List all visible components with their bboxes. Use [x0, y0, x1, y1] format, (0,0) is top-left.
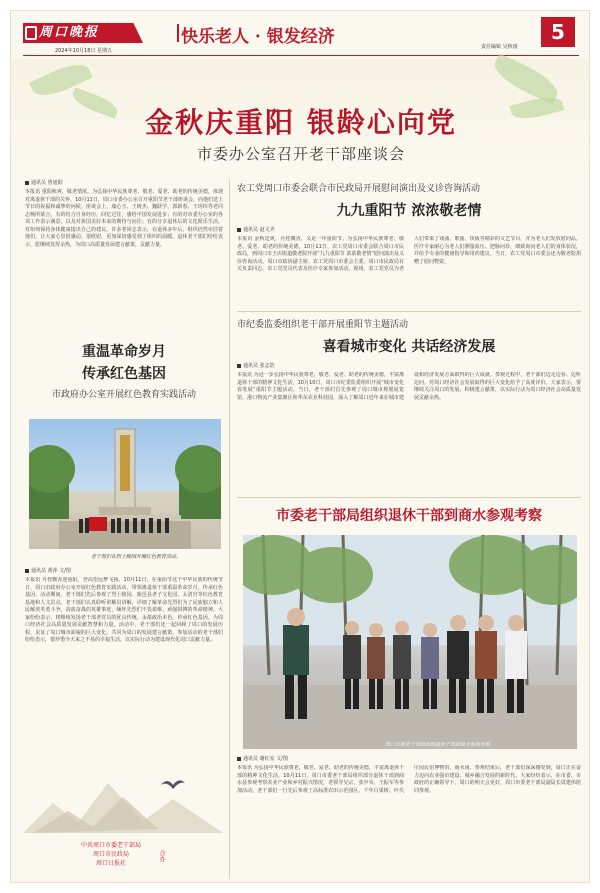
issue-date: 2024年10月18日 星期五 [55, 48, 113, 54]
article-kicker: 市纪委监委组织老干部开展重阳节主题活动 [237, 320, 409, 330]
header-rule [23, 55, 579, 56]
article-retired-cadres-forum [25, 179, 223, 307]
newspaper-logo: 周口晚报 [39, 25, 100, 40]
article-body: 本报讯 重阳秋爽，敬老情浓。为弘扬中华民族尊老、敬老、爱老、助老的传统美德，体现对离退休干部的关怀，10月11日，周口市委办公室召开重阳节老干部座谈会，向他们送上节日的祝福和诚挚的问候。座谈会上，康心玉、王树杰、魏跃学、郭新春、王玥珲等老同志畅所欲言，有的结合自身经历，回忆过往，感悟中国发展进步；有的对市委办公室的各项工作表示满意，以及对祖国美好未来的期待与向往；有的分享退休后的文化娱乐生活，对如何保持身体健康提出自己的建议。许多老同志表示，在退休多年后，组织仍然牵挂着他们，让大家心里很感动，很欣慰，更加深切感受到了组织的温暖。退休老干部们纷纷表示，愿继续发挥余热，为周口高质量发展建言献策，贡献力量。 [25, 189, 223, 248]
main-subheadline: 市委办公室召开老干部座谈会 [196, 145, 405, 163]
group-illustration [243, 535, 577, 749]
article-headline: 喜看城市变化 共话经济发展 [322, 339, 496, 355]
article-byline: 通讯员 鲁旭阳 [25, 179, 223, 186]
article-shangshui-visit [237, 505, 581, 535]
article-double-ninth-performance [237, 181, 581, 307]
article-byline: 通讯员 谢红室 文/图 [237, 755, 581, 762]
article-byline: 通讯员 黄萍 文/图 [25, 567, 223, 574]
article-headline: 九九重阳节 浓浓敬老情 [336, 203, 482, 219]
article-red-education [25, 311, 223, 401]
article-shangshui-body [237, 755, 581, 859]
article-headline-line1: 重温革命岁月 [82, 344, 166, 360]
memorial-photo [29, 419, 221, 549]
section-divider [237, 311, 581, 312]
article-headline-line2: 传承红色基因 [82, 366, 166, 382]
page-number: 5 [541, 17, 575, 47]
article-subhead: 市政府办公室开展红色教育实践活动 [51, 390, 196, 400]
article-headline: 市委老干部局组织退休干部到商水参观考察 [276, 508, 542, 524]
column-separator [177, 24, 179, 42]
sponsor-name: 中共周口市委老干部局 [80, 842, 141, 849]
photo-caption: 老干部们在烈士陵园开展红色教育活动。 [91, 554, 182, 560]
column-divider [229, 179, 230, 879]
logo-mark-icon [25, 26, 37, 40]
article-body: 本报讯 金秋送爽，丹桂飘香，又是一年重阳节。为弘扬中华民族尊老、敬老、爱老、助老的传统美德，10月11日，农工党周口市委会联合周口市民政局，到周口市王店街道敬老院开展“九九重阳节 浓浓敬老情”慰问演出及义诊咨询活动。周口市政协副主席、农工党周口市委会主委、周口市民政局有关负责同志、农工党党员代表及医疗专家参加活动。现场，农工党党员为老人们带来了戏曲、歌曲、快板等精彩的文艺节目，并为老人们发放慰问品。医疗专家耐心为老人们测量血压、把脉问诊，细致询问老人们的身体状况，并给予专业的健康指导和用药建议。当日，农工党周口市委会还为敬老院捐赠了慰问物资。 [237, 236, 581, 272]
mountain-decoration [23, 763, 223, 843]
article-body: 本报讯 丹桂飘香迎重阳，登高望远梦飞扬。10月11日，在重阳节这个中华民族的传统节日，周口市政府办公室开展红色教育实践活动，带领离退休干部重温革命岁月，传承红色基因。活动期间，老干部们先后参观了烈士陵园、鹿邑县老子文化园、太清宫等红色教育基地和人文景点。老干部们认真聆听讲解员讲解，详细了解革命先烈们为了民族独立和人民解放英勇斗争、浴血奋战的英雄事迹，缅怀先烈们不畏艰难、顽强拼搏的革命精神。大家纷纷表示，将继续发扬老干部老党员的优良传统，永葆政治本色，传承红色基因，为周口经济社会高质量发展贡献智慧和力量。活动中，老干部们还一起回顾了周口的发展历程，见证了周口城市面貌的巨大变化，共同为周口的发展建言献策。参加活动的老干部们纷纷表示，要珍惜今天来之不易的幸福生活，以实际行动为建设现代化周口贡献力量。 [25, 577, 223, 643]
article-byline: 通讯员 赵文齐 [237, 226, 581, 233]
column-name: 快乐老人 · 银发经济 [181, 27, 335, 47]
article-byline: 通讯员 张志浩 [237, 362, 581, 369]
article-body: 本报讯 为进一步弘扬中华民族尊老、敬老、爱老、助老的传统美德，丰富离退休干部的精神文化生活，10月10日，周口市纪委监委组织开展“城市变化看发展”重阳节主题活动。当日，老干部们首先参观了周口城市规划展览馆、港口物流产业集聚区和华东农业科技园，深入了解周口近年来在城市建设和经济发展方面取得的巨大成就。参观过程中，老干部们边走边看、边听边问，对周口经济社会发展取得的巨大变化给予了高度评价。大家表示，要继续关注周口的发展，积极建言献策，以实际行动为周口经济社会高质量发展贡献余热。 [237, 372, 581, 401]
article-red-education-body [25, 567, 223, 757]
sponsor-name: 周口市民政局 [92, 851, 129, 858]
section-divider [237, 497, 581, 498]
article-city-changes [237, 317, 581, 495]
sponsor-name: 周口日报社 [95, 860, 126, 867]
masthead [11, 11, 590, 57]
memorial-illustration [29, 419, 221, 549]
photo-caption: 周口市委老干部局组织退休干部到商水参观考察。 [385, 742, 496, 748]
newspaper-page [10, 10, 590, 883]
bird-icon [161, 777, 185, 793]
group-photo [243, 535, 577, 749]
main-headline: 金秋庆重阳 银龄心向党 [145, 106, 457, 139]
article-body: 本报讯 为弘扬中华民族尊老、敬老、爱老、助老的传统美德，丰富离退休干部的精神文化生活，10月11日，周口市委老干部局组织部分退休干部到商水县参观考察农业产业和乡村振兴情况，老领导吴宗，张中央、王振军等参加活动。老干部们一行先后参观了高标准农田示范园区、千年白果树、叶氏庄园民俗博物馆、商水南、参观结束后，老干部们深深感受到，周口正在奋力迈向农业强市建设、城乡融合发展的新时代。大家纷纷表示，在市委、市政府的正确领导下，周口的明天会更好，周口市委老干部局副局长周建伟陪同参观。 [237, 765, 581, 794]
footer-joint-label: 合办 [158, 850, 165, 862]
editor-line: 责任编辑 吴秋雨 [481, 44, 518, 50]
top-banner [11, 59, 590, 173]
article-kicker: 农工党周口市委会联合市民政局开展慰问演出及义诊咨询活动 [237, 184, 481, 194]
footer-sponsors [51, 841, 171, 868]
